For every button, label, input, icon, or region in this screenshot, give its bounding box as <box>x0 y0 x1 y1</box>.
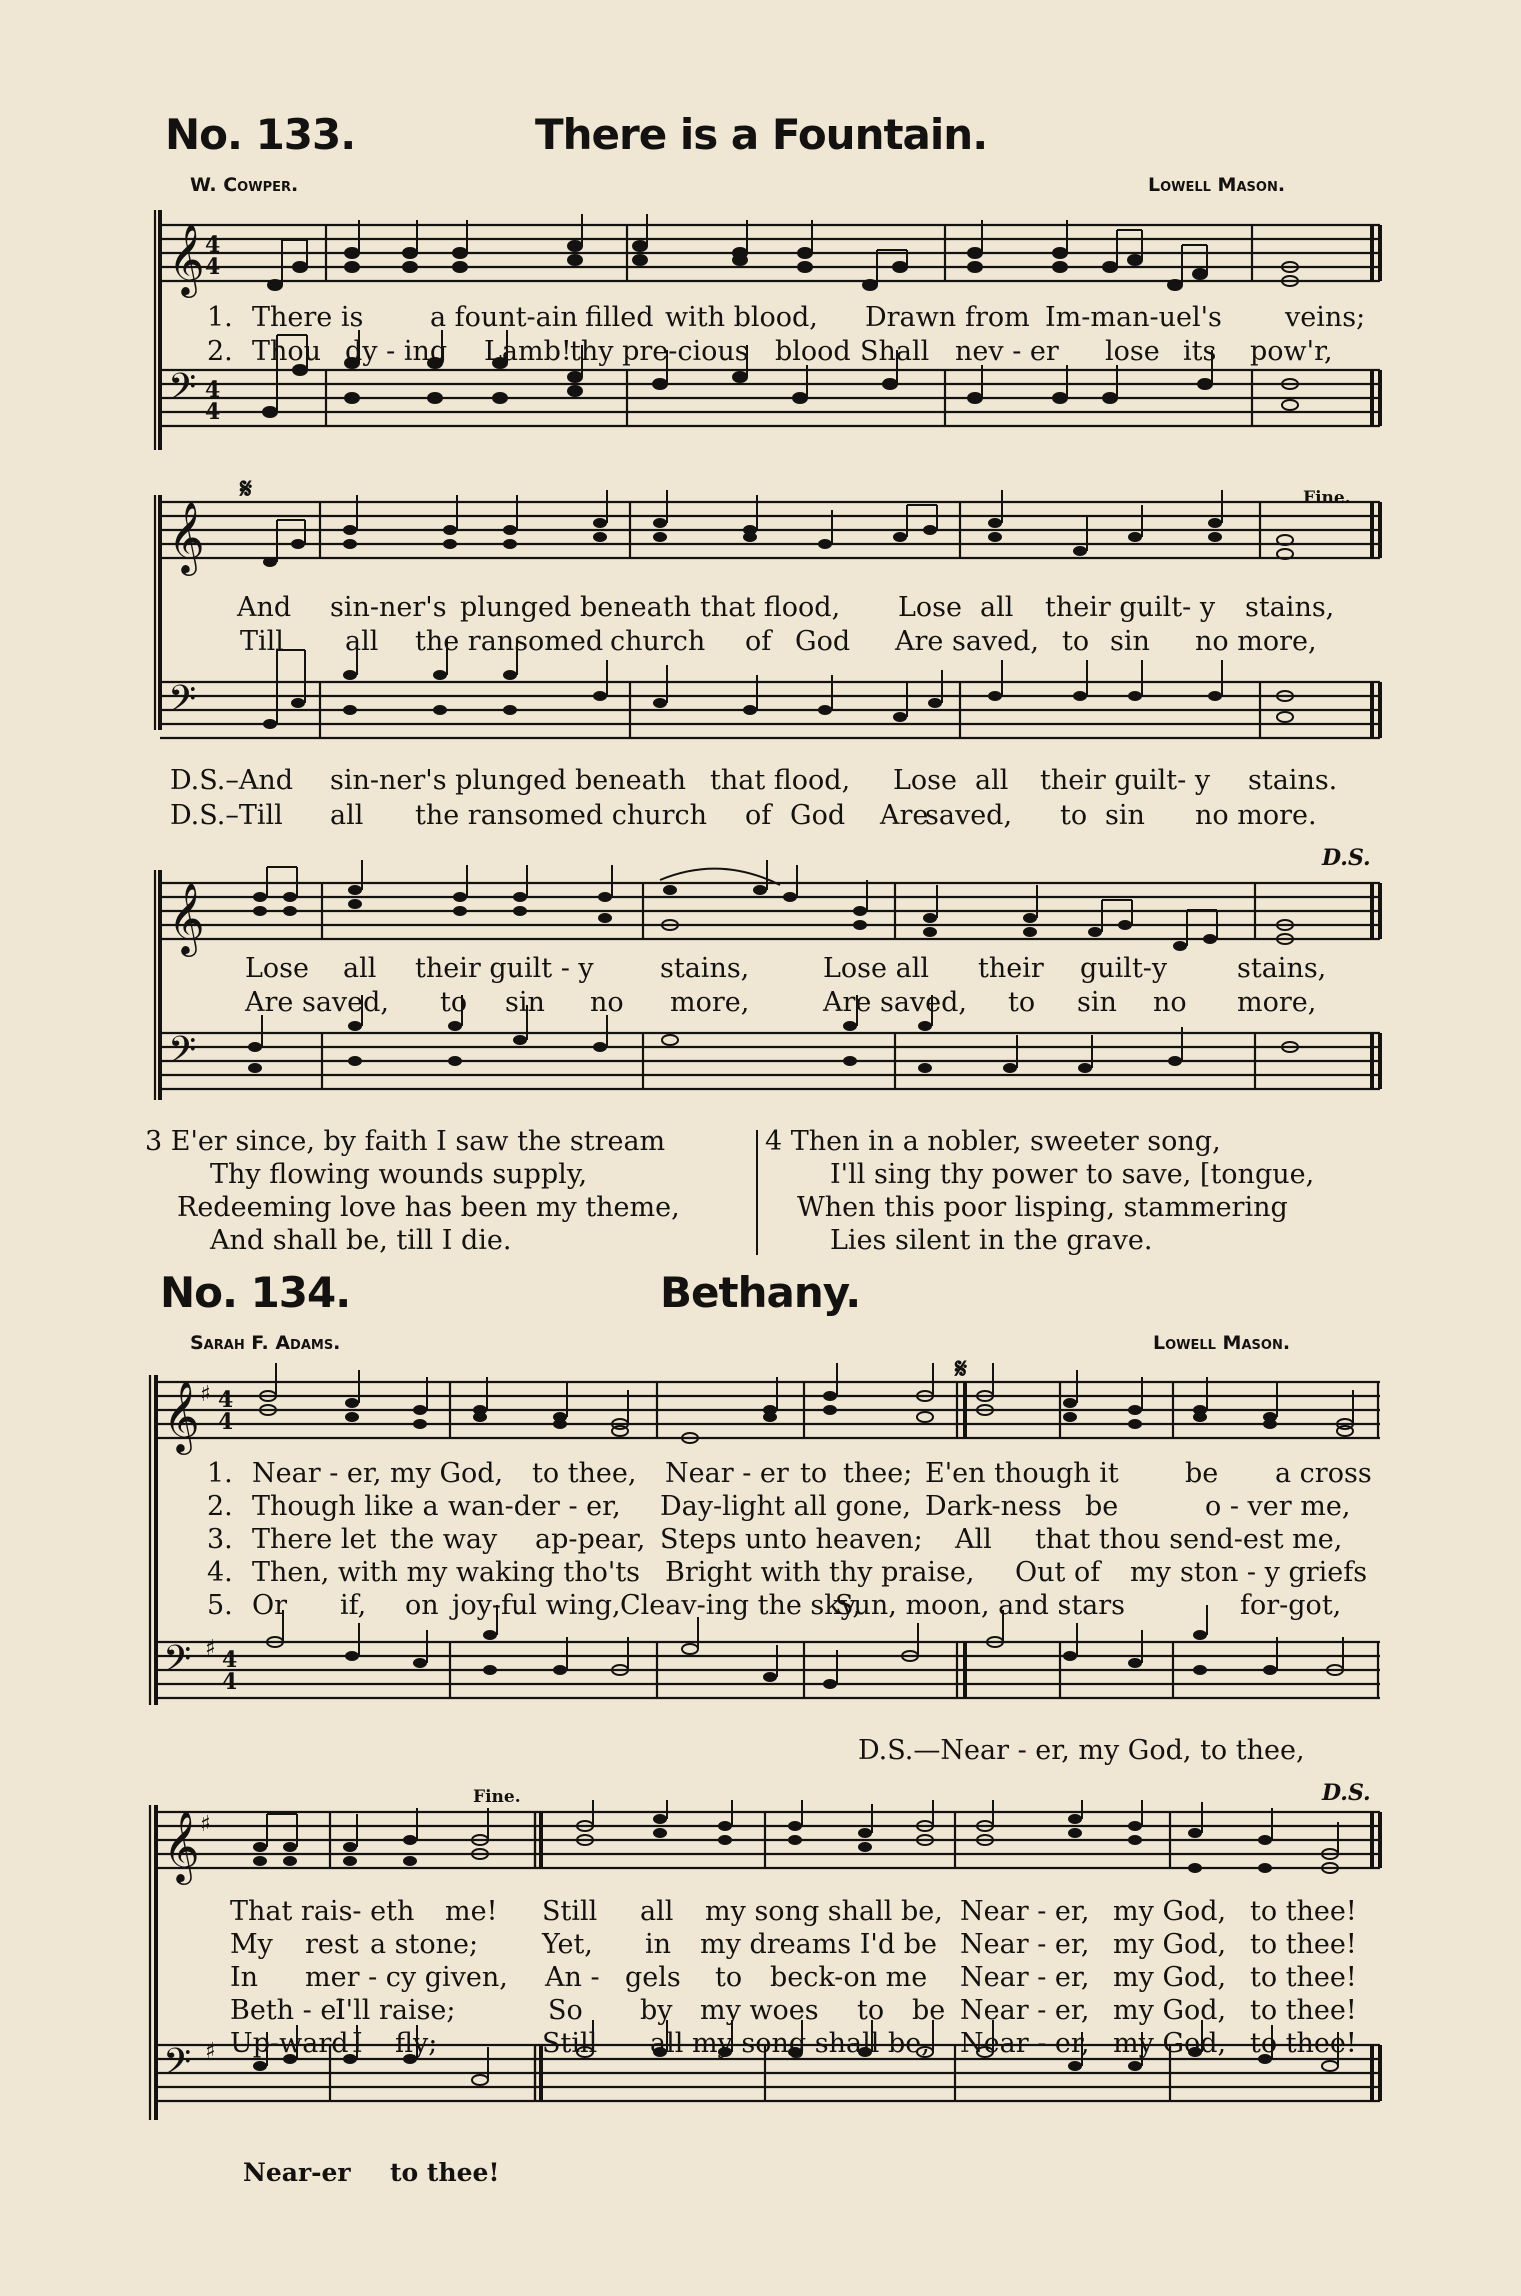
hymn-134-footer-lyric: Near-er to thee! <box>243 2158 500 2187</box>
hymn-133-title: There is a Fountain. <box>535 110 988 159</box>
svg-text:𝄞: 𝄞 <box>168 222 205 295</box>
svg-text:4: 4 <box>222 1647 238 1673</box>
svg-text:♯: ♯ <box>200 1382 211 1407</box>
svg-text:𝄞: 𝄞 <box>163 1809 200 1882</box>
svg-text:♯: ♯ <box>205 1636 216 1661</box>
hymn-133-words-by: W. Cowper. <box>190 174 299 196</box>
hymn-134-words-by: Sarah F. Adams. <box>190 1332 341 1354</box>
hymn-134-music-by: Lowell Mason. <box>1153 1332 1291 1354</box>
hymn-133-stanza-3: 3 E'er since, by faith I saw the stream Thy flowing wounds supply, Redeeming love has been my theme, And shall be, till I die. <box>145 1126 680 1256</box>
hymn-134-s2-verse-5: Up-ward I fly; Still all my song shall be, Near - er, my God, to thee! <box>230 2028 1357 2059</box>
hymn-134-s2-verse-4: Beth - el I'll raise; So by my woes to be Near - er, my God, to thee! <box>230 1995 1357 2026</box>
hymn-133-s2-verse-2: Till all the ransomed church of God Are saved, to sin no more, <box>240 626 1317 657</box>
svg-text:4: 4 <box>218 1409 234 1435</box>
hymn-134-ds-marker: D.S. <box>1322 1780 1371 1806</box>
hymn-133-s1-verse-1: 1. There is a fount-ain filled with blood, Drawn from Im-man-uel's veins; <box>207 302 1366 333</box>
svg-text:4: 4 <box>205 399 221 425</box>
hymn-133-s1-verse-2: 2. Thou dy - ing Lamb! thy pre-cious blood Shall nev - er lose its pow'r, <box>207 336 1333 367</box>
svg-text:𝄋: 𝄋 <box>955 1355 968 1385</box>
hymn-133-ds-line-2: D.S.–Till all the ransomed church of God Are saved, to sin no more. <box>170 800 1317 831</box>
hymn-133-s2-verse-1: And sin-ner's plunged beneath that flood, Lose all their guilt- y stains, <box>237 592 1335 623</box>
hymn-133-ds-line-1: D.S.–And sin-ner's plunged beneath that flood, Lose all their guilt- y stains. <box>170 765 1338 796</box>
hymn-134-fine-marker: Fine. <box>473 1787 521 1807</box>
svg-text:𝄞: 𝄞 <box>163 1379 200 1452</box>
hymn-133-number: No. 133. <box>165 110 356 159</box>
svg-text:𝄞: 𝄞 <box>168 881 205 954</box>
hymn-134-s1-verse-4: 4. Then, with my waking tho'ts Bright with thy praise, Out of my ston - y griefs <box>207 1557 1368 1588</box>
svg-text:4: 4 <box>205 377 221 403</box>
stanza-divider <box>756 1130 758 1255</box>
hymn-134-s2-verse-1: That rais- eth me! Still all my song shall be, Near - er, my God, to thee! <box>230 1896 1357 1927</box>
hymn-133-ds-marker: D.S. <box>1322 845 1371 871</box>
hymn-134-title: Bethany. <box>660 1268 861 1317</box>
hymn-134-ds-line: D.S.—Near - er, my God, to thee, <box>858 1735 1305 1766</box>
svg-text:𝄢: 𝄢 <box>163 1638 192 1689</box>
svg-text:𝄢: 𝄢 <box>168 366 197 417</box>
svg-text:𝄞: 𝄞 <box>168 500 205 573</box>
hymn-134-s2-verse-2: My rest a stone; Yet, in my dreams I'd be Near - er, my God, to thee! <box>230 1929 1357 1960</box>
hymn-134-number: No. 134. <box>160 1268 351 1317</box>
svg-text:♯: ♯ <box>200 1812 211 1837</box>
svg-text:𝄢: 𝄢 <box>168 678 197 729</box>
svg-text:♯: ♯ <box>205 2039 216 2064</box>
svg-text:𝄢: 𝄢 <box>163 2041 192 2092</box>
hymn-133-s3-verse-1: Lose all their guilt - y stains, Lose all their guilt-y stains, <box>245 953 1327 984</box>
svg-text:𝄢: 𝄢 <box>168 1029 197 1080</box>
svg-text:4: 4 <box>205 254 221 280</box>
hymn-134-s1-verse-2: 2. Though like a wan-der - er, Day-light all gone, Dark-ness be o - ver me, <box>207 1491 1351 1522</box>
hymn-133-stanza-4: 4 Then in a nobler, sweeter song, I'll sing thy power to save, [tongue, When this poor lisping, stammering Lies silent in the grave. <box>765 1126 1315 1256</box>
svg-text:4: 4 <box>205 232 221 258</box>
hymn-133-music-by: Lowell Mason. <box>1148 174 1286 196</box>
hymn-133-s3-verse-2: Are saved, to sin no more, Are saved, to sin no more, <box>245 987 1317 1018</box>
hymn-133-fine-marker: Fine. <box>1303 488 1351 508</box>
hymn-134-s1-verse-1: 1. Near - er, my God, to thee, Near - er to thee; E'en though it be a cross <box>207 1458 1372 1489</box>
hymn-134-s1-verse-5: 5. Or if, on joy-ful wing, Cleav-ing the sky, Sun, moon, and stars for-got, <box>207 1590 1342 1621</box>
svg-text:4: 4 <box>218 1387 234 1413</box>
hymn-134-s1-verse-3: 3. There let the way ap-pear, Steps unto heaven; All that thou send-est me, <box>207 1524 1343 1555</box>
svg-text:𝄋: 𝄋 <box>240 472 253 505</box>
hymn-134-s2-verse-3: In mer - cy given, An - gels to beck-on me Near - er, my God, to thee! <box>230 1962 1357 1993</box>
svg-text:4: 4 <box>222 1669 238 1695</box>
